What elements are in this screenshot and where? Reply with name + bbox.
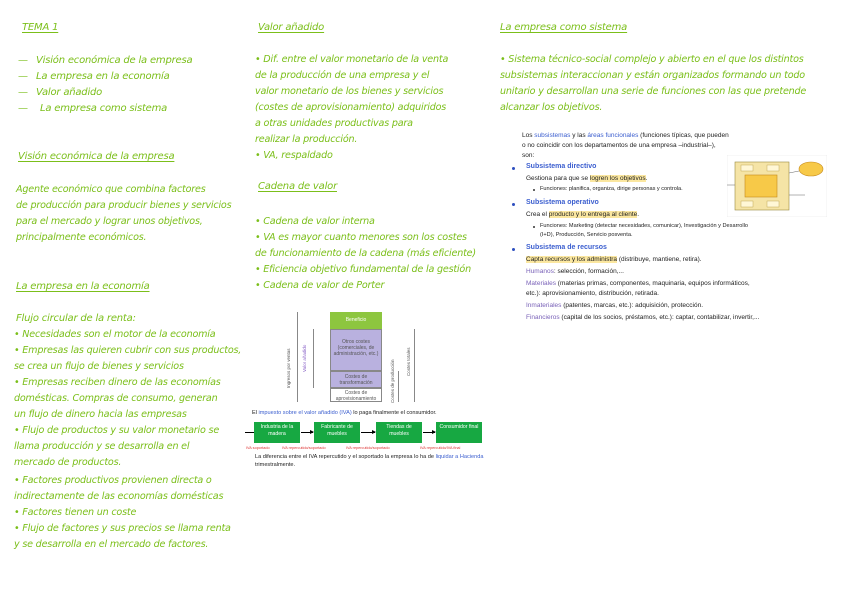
otros-costes-block: Otros costes (comerciales, de administración, etc.) <box>330 329 382 371</box>
sub-bullet-icon <box>533 226 535 228</box>
operativo-title: Subsistema operativo <box>526 199 599 206</box>
text-line: • Eficiencia objetivo fundamental de la gestión <box>255 264 471 275</box>
flujo-heading: Flujo circular de la renta: <box>16 313 136 324</box>
text-line: alcanzar los objetivos. <box>500 102 603 113</box>
text-line: y se desarrolla en el mercado de factores. <box>14 539 209 550</box>
beneficio-block: Beneficio <box>330 312 382 329</box>
intro-pre: Los <box>522 132 535 139</box>
bullet-icon <box>512 203 515 206</box>
arrow-icon <box>361 432 375 433</box>
economia-heading: La empresa en la economía <box>16 281 150 292</box>
text-line: • Factores productivos provienen directa o <box>14 475 212 486</box>
valor-heading: Valor añadido <box>258 22 325 33</box>
recursos-desc <box>526 256 702 263</box>
text-line: a otras unidades productivas para <box>255 118 413 129</box>
recursos-inmateriales <box>526 302 703 309</box>
text-line: • Flujo de productos y su valor monetario se <box>14 425 220 436</box>
sub-bullet-icon <box>533 189 535 191</box>
iva-note-pre: La diferencia entre el IVA repercutido y el soportado la empresa lo ha de <box>255 454 436 460</box>
index-dash: — <box>18 71 28 82</box>
text-line: principalmente económicos. <box>16 232 147 243</box>
flow-fabricante: Fabricante de muebles <box>314 422 360 443</box>
directivo-post: . <box>645 175 648 182</box>
text-line: de producción para producir bienes y servicios <box>16 200 232 211</box>
directivo-highlight: logren los objetivos <box>589 175 646 182</box>
humanos-text: : selección, formación,... <box>553 268 624 275</box>
flow-start-line <box>245 432 254 433</box>
iva-title-pre: El <box>252 410 259 416</box>
intro-line3: son: <box>522 152 535 159</box>
intro-line1 <box>522 132 729 139</box>
index-item: Visión económica de la empresa <box>36 55 193 66</box>
bullet-icon <box>512 248 515 251</box>
text-line: realizar la producción. <box>255 134 358 145</box>
intro-areas: áreas funcionales <box>587 132 639 139</box>
text-line: indirectamente de las economías domésticas <box>14 491 224 502</box>
materiales-text: (materias primas, componentes, maquinaria, equipos informáticos, <box>555 280 750 287</box>
index-item: La empresa en la economía <box>36 71 170 82</box>
text-line: • Cadena de valor interna <box>255 216 375 227</box>
flow-tiendas: Tiendas de muebles <box>376 422 422 443</box>
directivo-desc <box>526 175 647 182</box>
costes-totales-label: Costes totales <box>406 347 411 376</box>
iva-title-post: lo paga finalmente el consumidor. <box>351 410 437 416</box>
system-diagram-thumbnail <box>727 155 827 217</box>
financieros-text: (capital de los socios, préstamos, etc.): captar, contabilizar, invertir,... <box>559 314 760 321</box>
arrow-icon <box>301 432 313 433</box>
iva-title-blue: impuesto sobre el valor añadido (IVA) <box>258 410 352 416</box>
materiales-text-2: etc.): aprovisionamiento, distribución, retirada. <box>526 290 659 297</box>
text-line: valor monetario de los bienes y servicios <box>255 86 444 97</box>
costes-totales-bracket <box>414 329 415 402</box>
costes-produccion-bracket <box>398 371 399 402</box>
recursos-materiales <box>526 280 750 287</box>
operativo-highlight: producto y lo entrega al cliente <box>548 211 638 218</box>
cadena-heading: Cadena de valor <box>258 181 337 192</box>
text-line: un flujo de dinero hacia las empresas <box>14 409 187 420</box>
operativo-funciones-2: (I+D), Producción, Servicio posventa. <box>540 232 633 238</box>
recursos-humanos <box>526 268 624 275</box>
text-line: Agente económico que combina factores <box>16 184 206 195</box>
index-dash: — <box>18 103 28 114</box>
flow-note: IVA repercutido/soportado <box>346 446 390 450</box>
text-line: • VA, respaldado <box>255 150 333 161</box>
text-line: • Flujo de factores y sus precios se llama renta <box>14 523 231 534</box>
directivo-pre: Gestiona para que se <box>526 175 590 182</box>
humanos-label: Humanos <box>526 268 554 275</box>
recursos-title: Subsistema de recursos <box>526 244 607 251</box>
bullet-icon <box>512 167 515 170</box>
arrow-icon <box>423 432 435 433</box>
valor-anadido-bracket <box>313 329 314 388</box>
ingresos-bracket <box>297 312 298 402</box>
costes-aprov-block: Costes de aprovisionamiento <box>330 388 382 402</box>
flow-consumidor: Consumidor final <box>436 422 482 443</box>
text-line: • Sistema técnico-social complejo y abierto en el que los distintos <box>500 54 804 65</box>
text-line: • Factores tienen un coste <box>14 507 137 518</box>
sistema-heading: La empresa como sistema <box>500 22 628 33</box>
directivo-title: Subsistema directivo <box>526 163 597 170</box>
index-item: La empresa como sistema <box>40 103 168 114</box>
index-dash: — <box>18 87 28 98</box>
index-item: Valor añadido <box>36 87 103 98</box>
intro-line2: o no coincidir con los departamentos de una empresa –industrial–), <box>522 142 716 149</box>
materiales-label: Materiales <box>526 280 556 287</box>
valor-anadido-label: Valor añadido <box>302 344 307 372</box>
index-dash: — <box>18 55 28 66</box>
costes-produccion-label: Costes de producción <box>390 359 395 403</box>
text-line: • Cadena de valor de Porter <box>255 280 385 291</box>
tema-title: TEMA 1 <box>22 22 59 33</box>
intro-mid: y las <box>570 132 588 139</box>
text-line: • Empresas las quieren cubrir con sus productos, <box>14 345 242 356</box>
text-line: de funcionamiento de la cadena (más eficiente) <box>255 248 476 259</box>
operativo-pre: Crea el <box>526 211 549 218</box>
iva-note-line2: trimestralmente. <box>255 462 296 468</box>
text-line: • Dif. entre el valor monetario de la venta <box>255 54 449 65</box>
text-line: • VA es mayor cuanto menores son los costes <box>255 232 467 243</box>
iva-note-line1 <box>255 454 483 460</box>
financieros-label: Financieros <box>526 314 560 321</box>
text-line: subsistemas interaccionan y están organizados formando un todo <box>500 70 805 81</box>
flow-industria: Industria de la madera <box>254 422 300 443</box>
recursos-post: (distribuye, mantiene, retira). <box>617 256 702 263</box>
inmateriales-label: Inmateriales <box>526 302 562 309</box>
recursos-financieros <box>526 314 759 321</box>
vision-heading: Visión económica de la empresa <box>18 151 175 162</box>
intro-post: (funciones típicas, que pueden <box>638 132 729 139</box>
operativo-funciones-1: Funciones: Marketing (detectar necesidades, comunicar), Investigación y Desarrollo <box>540 223 748 229</box>
costes-transformacion-block: Costes de transformación <box>330 371 382 388</box>
text-line: para el mercado y lograr unos objetivos, <box>16 216 203 227</box>
operativo-desc <box>526 211 639 218</box>
recursos-highlight: Capta recursos y los administra <box>526 256 618 263</box>
text-line: (costes de aprovisionamiento) adquiridos <box>255 102 447 113</box>
text-line: mercado de productos. <box>14 457 122 468</box>
flow-note: IVA repercutido/soportado <box>282 446 326 450</box>
directivo-funciones: Funciones: planifica, organiza, dirige personas y controla. <box>540 186 683 192</box>
intro-subsistemas: subsistemas <box>534 132 571 139</box>
flow-note: IVA soportado <box>246 446 270 450</box>
text-line: de la producción de una empresa y el <box>255 70 430 81</box>
iva-title <box>252 410 437 416</box>
ingresos-label: Ingresos por ventas <box>286 348 291 388</box>
text-line: domésticas. Compras de consumo, generan <box>14 393 218 404</box>
text-line: se crea un flujo de bienes y servicios <box>14 361 184 372</box>
text-line: unitario y desarrollan una serie de funciones con las que pretende <box>500 86 807 97</box>
text-line: • Empresas reciben dinero de las economías <box>14 377 221 388</box>
text-line: • Necesidades son el motor de la economía <box>14 329 216 340</box>
inmateriales-text: (patentes, marcas, etc.): adquisición, protección. <box>561 302 704 309</box>
text-line: llama producción y se desarrolla en el <box>14 441 190 452</box>
flow-note: IVA repercutido/IVA final <box>420 446 461 450</box>
operativo-post: . <box>637 211 640 218</box>
iva-note-blue: liquidar a Hacienda <box>435 454 484 460</box>
